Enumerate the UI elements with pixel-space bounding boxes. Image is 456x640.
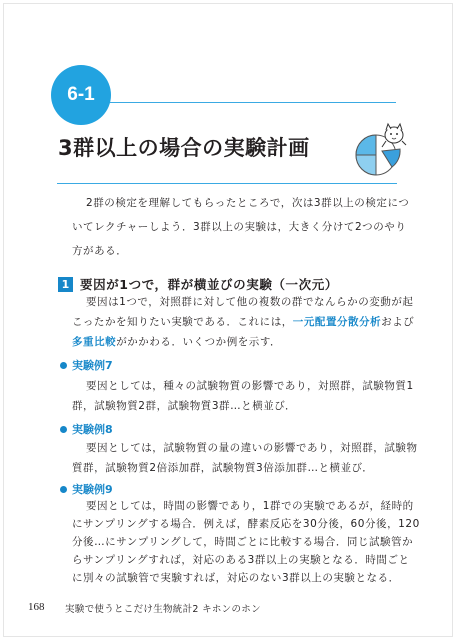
example-label: 実験例9 [72,483,113,496]
body-line: にサンプリングする場合．例えば，酵素反応を30分後，60分後，120 [72,518,420,530]
body-line: 群，試験物質2群，試験物質3群…と横並び． [72,400,296,412]
example-label: 実験例7 [72,359,113,372]
intro-line: いてレクチャーしよう．3群以上の実験は，大きく分けて2つのやり [72,221,407,233]
running-title: 実験で使うとこだけ生物統計2 キホンのホン [65,604,261,615]
subsection-heading [58,275,338,293]
section-number-badge [51,65,111,125]
bullet-dot-icon [60,426,67,433]
subsection-number: 1 [58,277,73,292]
body-text: がかかわる．いくつか例を示す． [116,336,282,348]
pie-chart-mascot-illustration [342,121,418,179]
title-rule [57,183,397,184]
body-line: 要因としては，試験物質の量の違いの影響であり，対照群，試験物 [86,442,418,454]
example-label: 実験例8 [72,423,113,436]
example-heading [60,481,113,497]
body-line: 分後…にサンプリングして，時間ごとに比較する場合．同じ試験管か [72,536,414,548]
body-line: 要因としては，時間の影響であり，1群での実験であるが，経時的 [86,500,414,512]
body-line: らサンプリングすれば，対応のある3群以上の実験となる．時間ごと [72,554,410,566]
example-heading [60,357,113,373]
section-number: 6-1 [67,84,95,105]
body-line [72,335,281,349]
term-one-way-anova: 一元配置分散分析 [292,316,382,328]
body-line: 要因は1つで，対照群に対して他の複数の群でなんらかの変動が起 [86,296,414,308]
body-line: 要因としては，種々の試験物質の影響であり，対照群，試験物質1 [86,380,414,392]
page-number: 168 [28,601,45,613]
body-line [72,315,414,329]
body-line: 質群，試験物質2倍添加群，試験物質3倍添加群…と横並び． [72,462,374,474]
intro-line: 2群の検定を理解してもらったところで，次は3群以上の検定につ [86,197,410,209]
page-title: 3群以上の場合の実験計画 [58,136,310,160]
body-text: および [381,316,415,328]
body-line: に別々の試験管で実験すれば，対応のない3群以上の実験となる． [72,572,400,584]
header-rule [110,102,396,103]
example-heading [60,421,113,437]
intro-line: 方がある． [72,245,128,257]
bullet-dot-icon [60,362,67,369]
body-text: こったかを知りたい実験である．これには， [72,316,293,328]
subsection-title: 要因が1つで，群が横並びの実験（一次元） [80,277,338,292]
bullet-dot-icon [60,486,67,493]
term-multiple-comparison: 多重比較 [72,336,117,348]
